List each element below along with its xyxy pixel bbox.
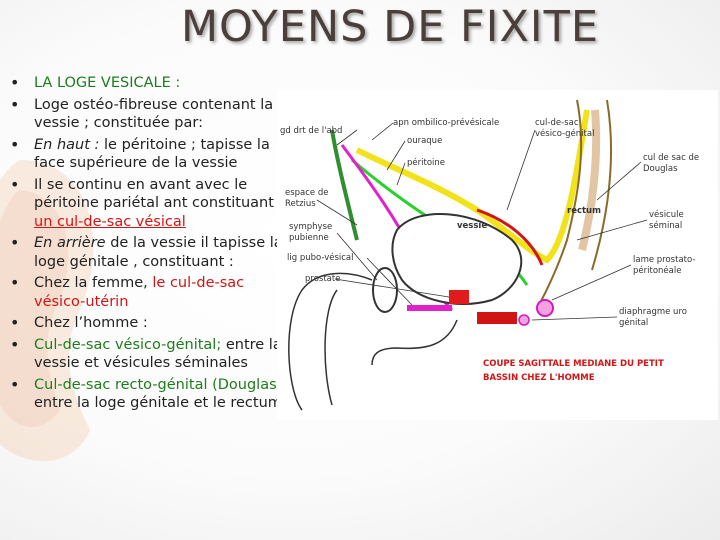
bullet-highlight: Cul-de-sac vésico-génital; [34,336,222,353]
label-cds1: cul-de-sac [535,118,579,128]
bullet-text: En arrière [34,235,106,251]
label-lame1: lame prostato- [633,255,696,265]
bullet-text: entre la vessie et vésicules séminales [34,336,282,371]
bullet-text: de la vessie il tapisse la loge génitale , constituant : [34,235,283,270]
bullet-text: En haut : [34,136,100,153]
bullet-list [8,74,288,416]
bullet-femme [8,274,288,311]
diaphragm-bubble [519,315,529,325]
label-vessie: vessie [457,221,488,231]
symphysis [373,268,397,312]
label-vesicule2: séminal [649,221,683,231]
penis-outline [289,273,372,410]
label-pubienne: pubienne [289,233,329,243]
bullet-recto-genital [8,376,288,413]
seminal-vesicle [537,300,553,316]
label-ouraque: ouraque [407,136,443,146]
label-cds2: vésico-génital [535,129,595,139]
bullet-highlight: le cul-de-sac vésico-utérin [34,275,245,310]
prostate [449,290,469,304]
bullet-vesico-genital [8,336,288,373]
bullet-text: Chez la femme, [34,275,153,291]
label-prostate: prostate [305,274,341,284]
label-diaph1: diaphragme uro [619,307,687,317]
bullet-en-haut [8,136,288,173]
label-diaph2: génital [619,318,649,328]
label-gd-drt: gd drt de l'abd [280,126,343,136]
label-lig: lig pubo-vésical [287,253,354,263]
bullet-loge-def [8,96,288,133]
label-apn: apn ombilico-prévésicale [393,118,500,128]
bullet-text: LA LOGE VESICALE : [34,75,181,91]
page-title: MOYENS DE FIXITE [180,2,600,52]
label-rectum: rectum [567,206,601,216]
bullet-text: Loge ostéo-fibreuse contenant la vessie ; constituée par: [34,96,274,131]
label-retzius: Retzius [285,199,316,209]
bullet-text: Chez l’homme : [34,315,148,331]
urogenital-diaphragm [477,312,517,324]
bullet-text: entre la loge génitale et le rectum [34,395,282,411]
bullet-highlight: Cul-de-sac recto-génital (Douglas) [34,376,283,393]
label-vesicule1: vésicule [649,210,684,220]
bullet-en-arriere [8,234,288,271]
bullet-loge [8,74,288,93]
bullet-highlight: un cul-de-sac vésical [34,213,186,230]
caption-line1: COUPE SAGITTALE MEDIANE DU PETIT [483,359,664,369]
label-espace: espace de [285,188,329,198]
caption-line2: BASSIN CHEZ L'HOMME [483,373,595,383]
label-peritoine: péritoine [407,158,445,168]
label-douglas2: Douglas [643,164,678,174]
bullet-text: le péritoine ; tapisse la face supérieure de la vessie [34,136,270,171]
bullet-homme [8,314,288,333]
label-lame2: péritonéale [633,266,682,276]
anatomy-figure [277,90,718,420]
lig-pubo-vesical [407,305,452,311]
bullet-text: Il se continu en avant avec le péritoine pariétal ant constituant [34,176,274,211]
label-douglas1: cul de sac de [643,153,700,163]
label-symphyse: symphyse [289,222,333,232]
urethra [372,320,457,365]
bullet-continu [8,176,288,232]
